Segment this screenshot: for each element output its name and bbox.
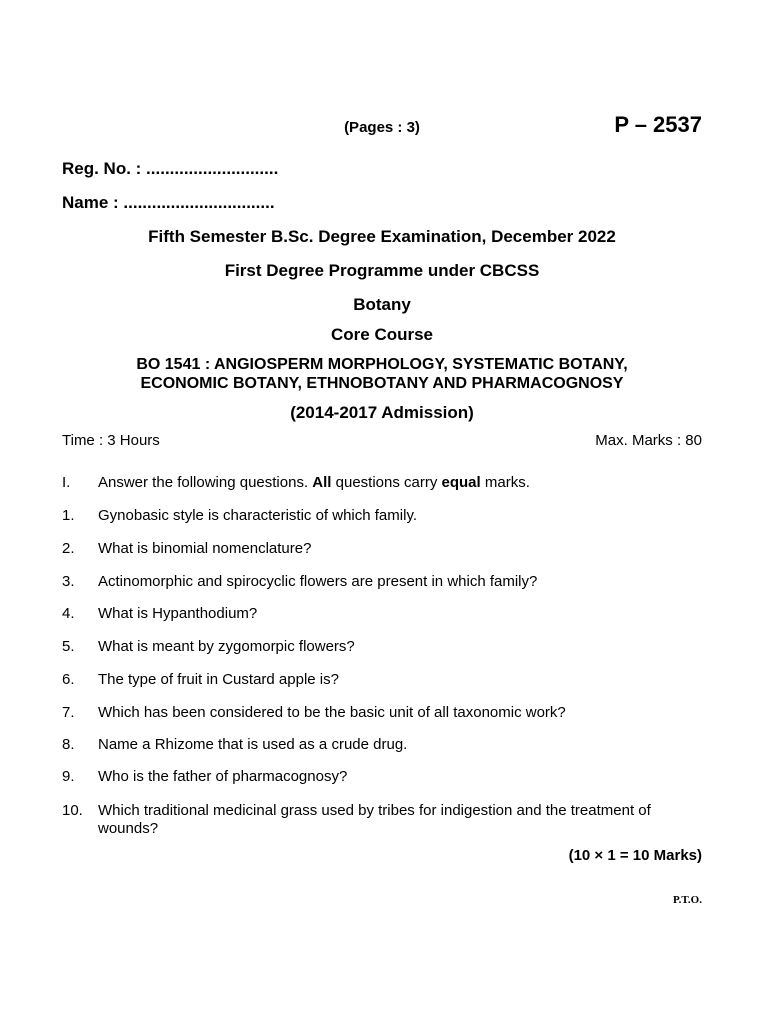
course-title-line1: BO 1541 : ANGIOSPERM MORPHOLOGY, SYSTEMATIC BOTANY, bbox=[136, 356, 628, 373]
question-text: Which traditional medicinal grass used by tribes for indigestion and the treatment of wounds? bbox=[98, 802, 651, 837]
question-item bbox=[62, 704, 702, 722]
question-text: Who is the father of pharmacognosy? bbox=[98, 768, 348, 785]
question-number: 7. bbox=[62, 704, 75, 721]
page-count: (Pages : 3) bbox=[344, 119, 420, 136]
reg-no-field: Reg. No. : ............................ bbox=[62, 159, 279, 178]
time-allowed: Time : 3 Hours bbox=[62, 432, 160, 449]
question-number: 1. bbox=[62, 507, 75, 524]
question-text: What is Hypanthodium? bbox=[98, 605, 258, 622]
exam-title: Fifth Semester B.Sc. Degree Examination, December 2022 bbox=[148, 227, 616, 246]
pto-note: P.T.O. bbox=[672, 894, 702, 906]
question-text: The type of fruit in Custard apple is? bbox=[98, 671, 339, 688]
question-number: 10. bbox=[62, 802, 83, 819]
max-marks: Max. Marks : 80 bbox=[595, 432, 702, 449]
question-number: 8. bbox=[62, 736, 75, 753]
course-type: Core Course bbox=[330, 325, 434, 344]
question-number: 9. bbox=[62, 768, 75, 785]
question-text: What is meant by zygomorpic flowers? bbox=[98, 638, 355, 655]
section-number: I. bbox=[62, 474, 71, 491]
question-number: 6. bbox=[62, 671, 75, 688]
instruction-bold-all: All bbox=[312, 474, 332, 491]
question-item bbox=[62, 671, 702, 689]
question-text: What is binomial nomenclature? bbox=[98, 540, 312, 557]
marks-total: (10 × 1 = 10 Marks) bbox=[568, 847, 702, 864]
admission: (2014-2017 Admission) bbox=[290, 403, 474, 422]
question-text: Gynobasic style is characteristic of which family. bbox=[98, 507, 417, 524]
question-number: 3. bbox=[62, 573, 75, 590]
question-text: Actinomorphic and spirocyclic flowers are present in which family? bbox=[98, 573, 538, 590]
question-item bbox=[62, 802, 702, 838]
question-item bbox=[62, 540, 702, 558]
question-number: 5. bbox=[62, 638, 75, 655]
question-item bbox=[62, 507, 702, 525]
instruction-text-c: questions carry bbox=[331, 474, 442, 491]
question-item bbox=[62, 605, 702, 623]
question-number: 4. bbox=[62, 605, 75, 622]
question-number: 2. bbox=[62, 540, 75, 557]
question-text: Which has been considered to be the basic unit of all taxonomic work? bbox=[98, 704, 566, 721]
question-item bbox=[62, 638, 702, 656]
name-field: Name : ................................ bbox=[62, 193, 275, 212]
section-instruction bbox=[62, 474, 702, 492]
question-text: Name a Rhizome that is used as a crude drug. bbox=[98, 736, 408, 753]
question-item bbox=[62, 573, 702, 591]
course-title-line2: ECONOMIC BOTANY, ETHNOBOTANY AND PHARMACOGNOSY bbox=[140, 375, 624, 392]
instruction-text-a: Answer the following questions. bbox=[98, 474, 313, 491]
question-item bbox=[62, 736, 702, 754]
instruction-text-e: marks. bbox=[480, 474, 530, 491]
subject: Botany bbox=[353, 295, 411, 314]
instruction-bold-equal: equal bbox=[441, 474, 481, 491]
programme: First Degree Programme under CBCSS bbox=[224, 261, 540, 280]
question-item bbox=[62, 768, 702, 786]
paper-code: P – 2537 bbox=[614, 112, 702, 137]
